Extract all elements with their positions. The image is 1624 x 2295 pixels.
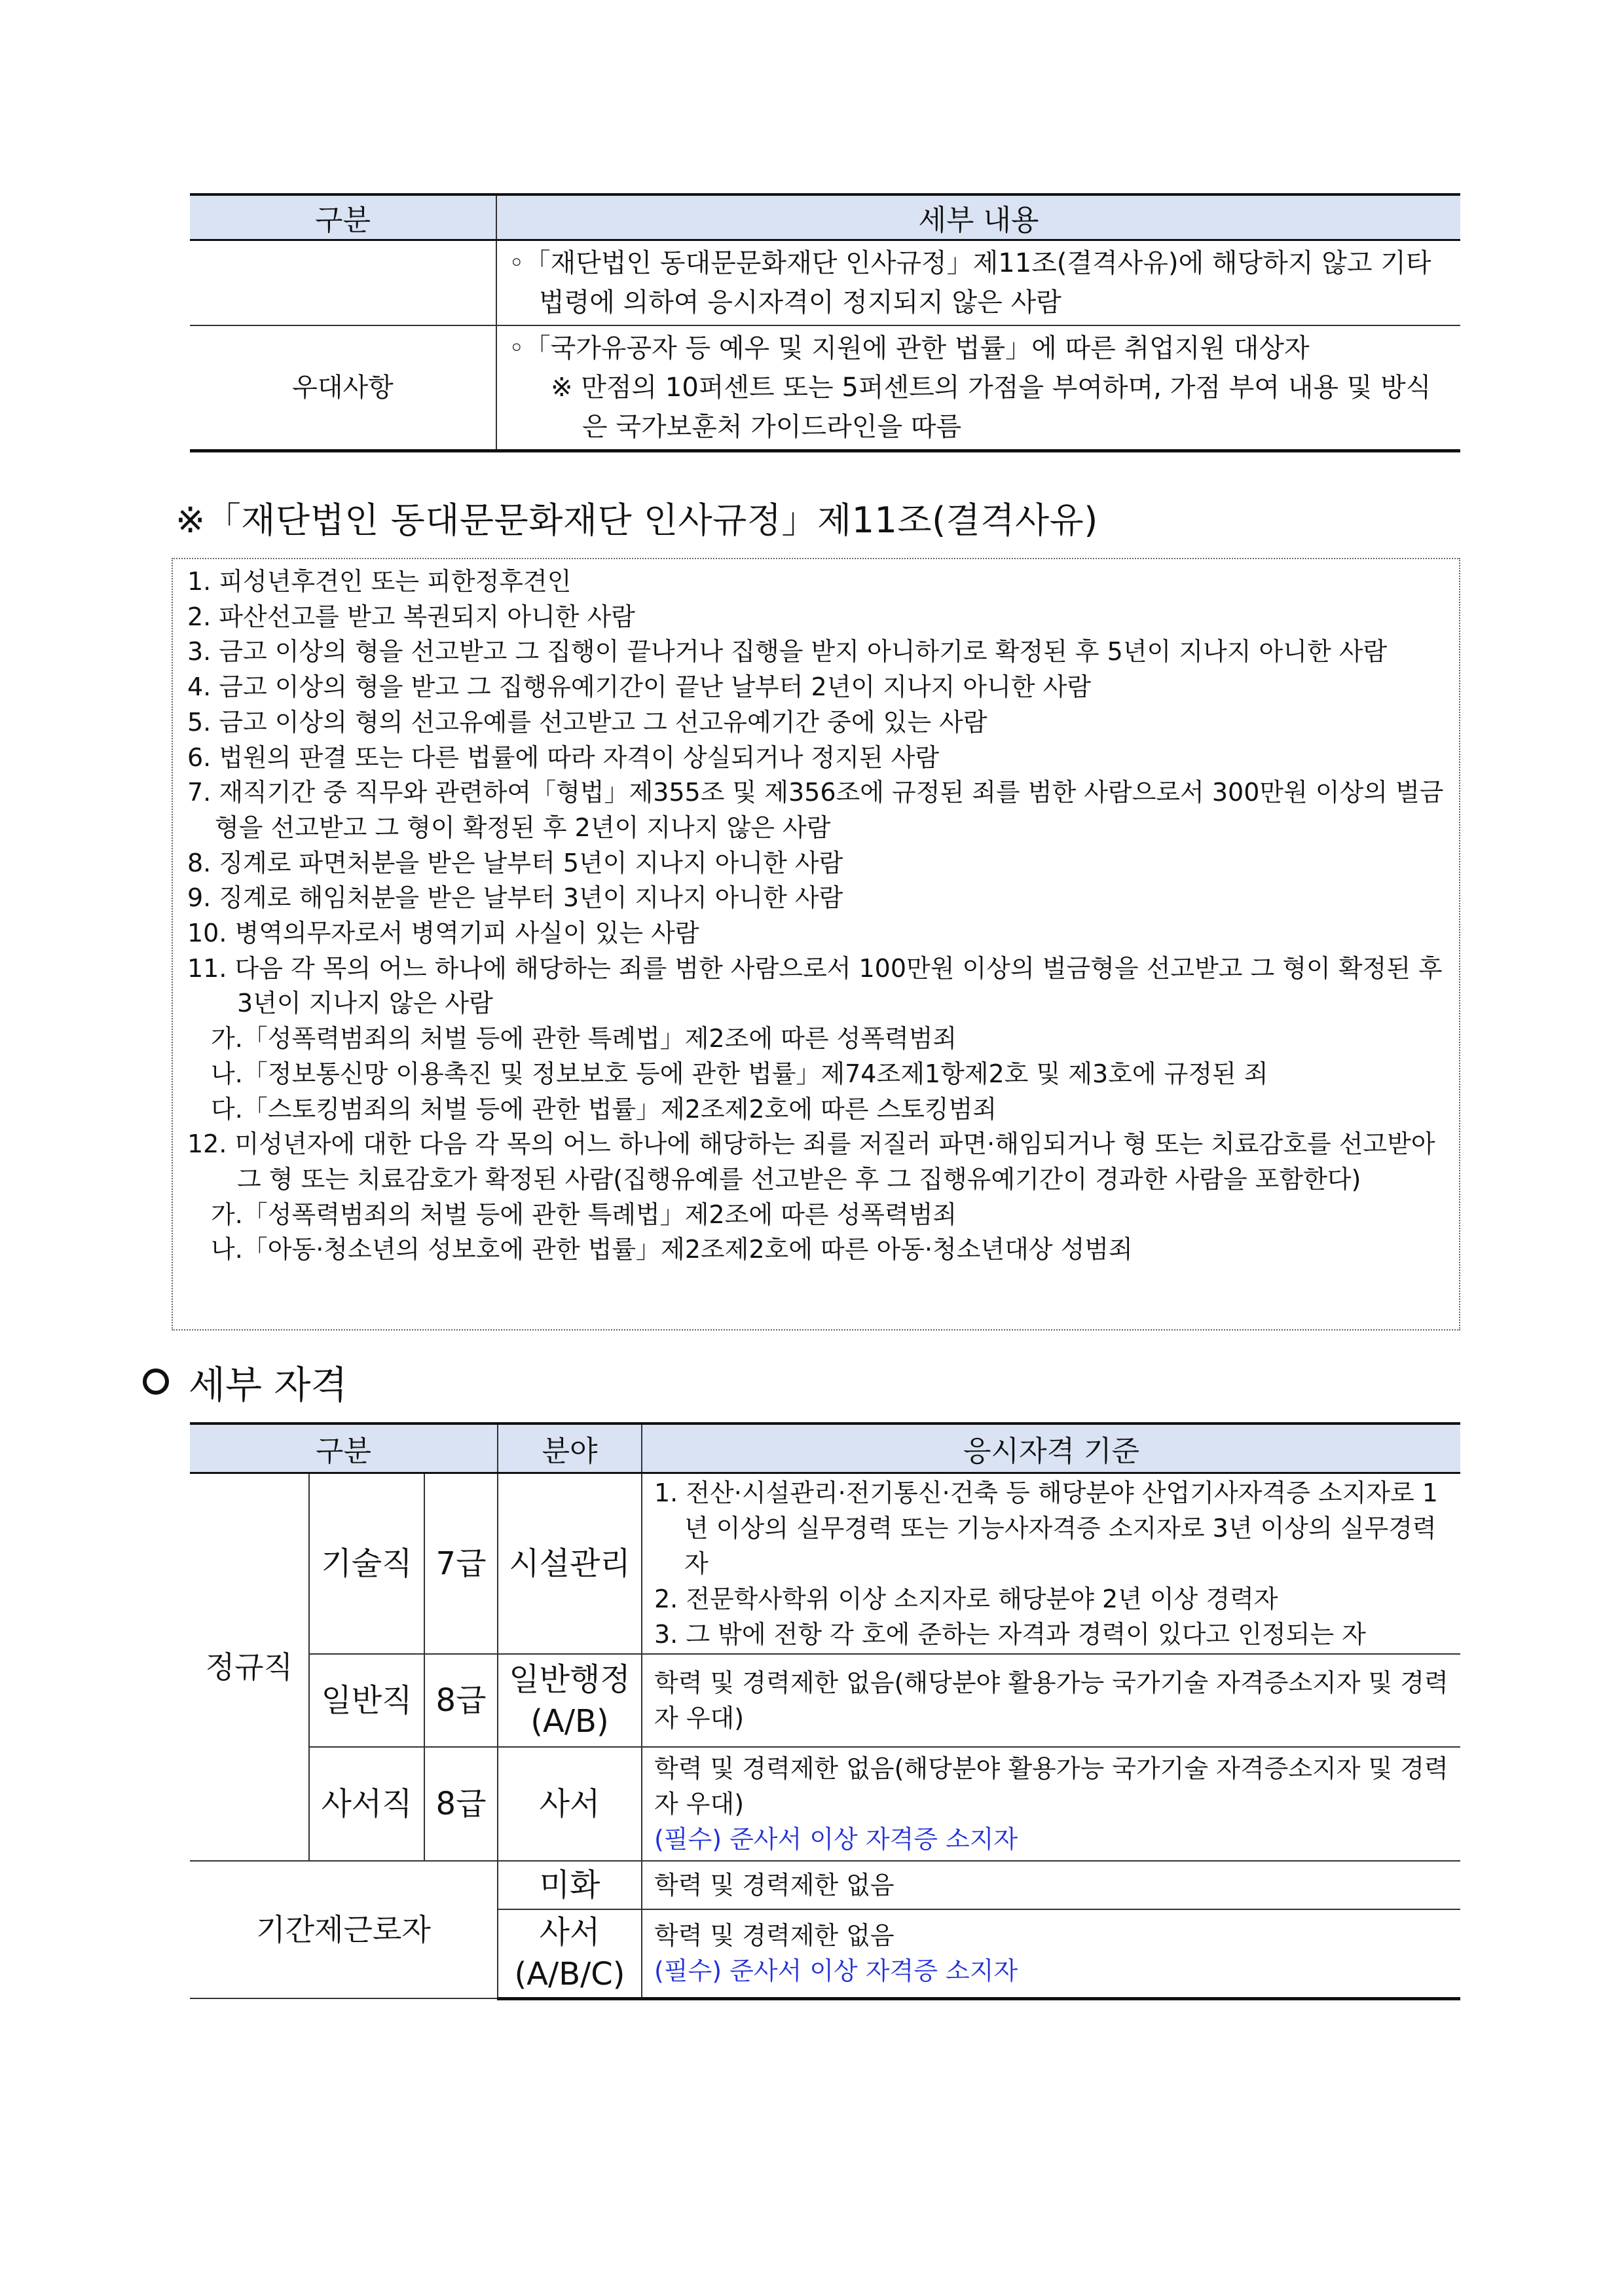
criteria-item: 2. 전문학사학위 이상 소지자로 해당분야 2년 이상 경력자	[654, 1585, 1278, 1613]
list-item: 12. 미성년자에 대한 다음 각 목의 어느 하나에 해당하는 죄를 저질러 파면·해임되거나 형 또는 치료감호를 선고받아 그 형 또는 치료감호가 확정된 사람(집행유예를 선고받은 후 그 집행유예기간이 경과한 사람을 포함한다)	[187, 1129, 1435, 1194]
eligibility-table	[190, 193, 1460, 452]
table-row	[190, 1747, 1460, 1861]
criteria-cell	[642, 1747, 1460, 1861]
job-field	[498, 1909, 642, 1998]
job-grade: 8급	[424, 1654, 498, 1747]
sub-item: 가.「성폭력범죄의 처벌 등에 관한 특례법」제2조에 따른 성폭력범죄	[211, 1024, 957, 1054]
detailed-qualification-heading	[143, 1354, 348, 1409]
general-eligibility-text: ◦「재단법인 동대문문화재단 인사규정」제11조(결격사유)에 해당하지 않고 기타 법령에 의하여 응시자격이 정지되지 않은 사람	[509, 248, 1431, 318]
circle-bullet-icon	[143, 1368, 169, 1395]
row-content	[496, 240, 1460, 326]
table-row	[190, 1473, 1460, 1655]
heading-text: 세부 자격	[189, 1363, 348, 1407]
list-item: 5. 금고 이상의 형의 선고유예를 선고받고 그 선고유예기간 중에 있는 사람	[187, 707, 987, 737]
preference-text: ◦「국가유공자 등 예우 및 지원에 관한 법률」에 따른 취업지원 대상자	[509, 333, 1310, 363]
sub-item: 나.「정보통신망 이용촉진 및 정보보호 등에 관한 법률」제74조제1항제2호 및 제3호에 규정된 죄	[211, 1059, 1268, 1088]
job-type: 일반직	[309, 1654, 424, 1747]
header-criteria: 응시자격 기준	[642, 1423, 1460, 1473]
job-field: 시설관리	[498, 1473, 642, 1655]
list-item: 4. 금고 이상의 형을 받고 그 집행유예기간이 끝난 날부터 2년이 지나지 아니한 사람	[187, 672, 1092, 702]
disqualification-heading: ※「재단법인 동대문문화재단 인사규정」제11조(결격사유)	[175, 500, 1098, 541]
row-label	[190, 240, 496, 326]
criteria-item: 3. 그 밖에 전항 각 호에 준하는 자격과 경력이 있다고 인정되는 자	[654, 1620, 1366, 1649]
job-field	[498, 1654, 642, 1747]
regular-label: 정규직	[190, 1473, 309, 1862]
list-item: 3. 금고 이상의 형을 선고받고 그 집행이 끝나거나 집행을 받지 아니하기로 확정된 후 5년이 지나지 아니한 사람	[187, 637, 1388, 667]
field-line: (A/B/C)	[514, 1956, 625, 1993]
list-item: 8. 징계로 파면처분을 받은 날부터 5년이 지나지 아니한 사람	[187, 848, 843, 877]
sub-item: 나.「아동·청소년의 성보호에 관한 법률」제2조제2호에 따른 아동·청소년대상 성범죄	[211, 1235, 1133, 1264]
field-line: 사서	[539, 1914, 600, 1951]
job-grade: 8급	[424, 1747, 498, 1861]
job-field: 미화	[498, 1861, 642, 1909]
list-item: 6. 법원의 판결 또는 다른 법률에 따라 자격이 상실되거나 정지된 사람	[187, 743, 940, 772]
field-line: 일반행정	[509, 1661, 631, 1698]
criteria-text: 학력 및 경력제한 없음(해당분야 활용가능 국가기술 자격증소지자 및 경력자 우대)	[654, 1754, 1449, 1818]
job-field: 사서	[498, 1747, 642, 1861]
table-row	[190, 240, 1460, 326]
list-item: 9. 징계로 해임처분을 받은 날부터 3년이 지나지 아니한 사람	[187, 883, 843, 913]
job-type: 사서직	[309, 1747, 424, 1861]
header-details: 세부 내용	[496, 194, 1460, 240]
table-row	[190, 325, 1460, 451]
criteria-text: 학력 및 경력제한 없음	[642, 1861, 1460, 1909]
header-field: 분야	[498, 1423, 642, 1473]
criteria-item: 1. 전산·시설관리·전기통신·건축 등 해당분야 산업기사자격증 소지자로 1년 이상의 실무경력 또는 기능사자격증 소지자로 3년 이상의 실무경력자	[654, 1478, 1438, 1578]
fixed-term-label: 기간제근로자	[190, 1861, 498, 1998]
field-line: (A/B)	[530, 1703, 609, 1740]
list-item: 1. 피성년후견인 또는 피한정후견인	[187, 567, 572, 596]
sub-item: 다.「스토킹범죄의 처벌 등에 관한 법률」제2조제2호에 따른 스토킹범죄	[211, 1094, 997, 1124]
criteria-cell	[642, 1909, 1460, 1998]
list-item: 11. 다음 각 목의 어느 하나에 해당하는 죄를 범한 사람으로서 100만원 이상의 벌금형을 선고받고 그 형이 확정된 후 3년이 지나지 않은 사람	[187, 953, 1443, 1018]
list-item: 2. 파산선고를 받고 복권되지 아니한 사람	[187, 602, 635, 631]
required-qualification: (필수) 준사서 이상 자격증 소지자	[654, 1956, 1018, 1986]
criteria-cell	[642, 1473, 1460, 1655]
qualification-table-header	[190, 1423, 1460, 1473]
criteria-text: 학력 및 경력제한 없음	[654, 1921, 895, 1951]
preference-note: ※ 만점의 10퍼센트 또는 5퍼센트의 가점을 부여하며, 가점 부여 내용 및 방식은 국가보훈처 가이드라인을 따름	[551, 373, 1431, 442]
job-grade: 7급	[424, 1473, 498, 1655]
list-item: 10. 병역의무자로서 병역기피 사실이 있는 사람	[187, 919, 699, 948]
list-item: 7. 재직기간 중 직무와 관련하여「형법」제355조 및 제356조에 규정된 죄를 범한 사람으로서 300만원 이상의 벌금형을 선고받고 그 형이 확정된 후 2년이 지나지 않은 사람	[187, 778, 1444, 842]
qualification-table	[190, 1422, 1460, 2000]
header-category: 구분	[190, 1423, 498, 1473]
header-category: 구분	[190, 194, 496, 240]
sub-item: 가.「성폭력범죄의 처벌 등에 관한 특례법」제2조에 따른 성폭력범죄	[211, 1200, 957, 1229]
eligibility-table-header	[190, 194, 1460, 240]
job-type: 기술직	[309, 1473, 424, 1655]
disqualification-list	[172, 558, 1460, 1331]
table-row	[190, 1861, 1460, 1909]
row-content	[496, 325, 1460, 451]
criteria-text: 학력 및 경력제한 없음(해당분야 활용가능 국가기술 자격증소지자 및 경력자 우대)	[642, 1654, 1460, 1747]
preference-label: 우대사항	[190, 325, 496, 451]
table-row	[190, 1654, 1460, 1747]
required-qualification: (필수) 준사서 이상 자격증 소지자	[654, 1825, 1018, 1854]
